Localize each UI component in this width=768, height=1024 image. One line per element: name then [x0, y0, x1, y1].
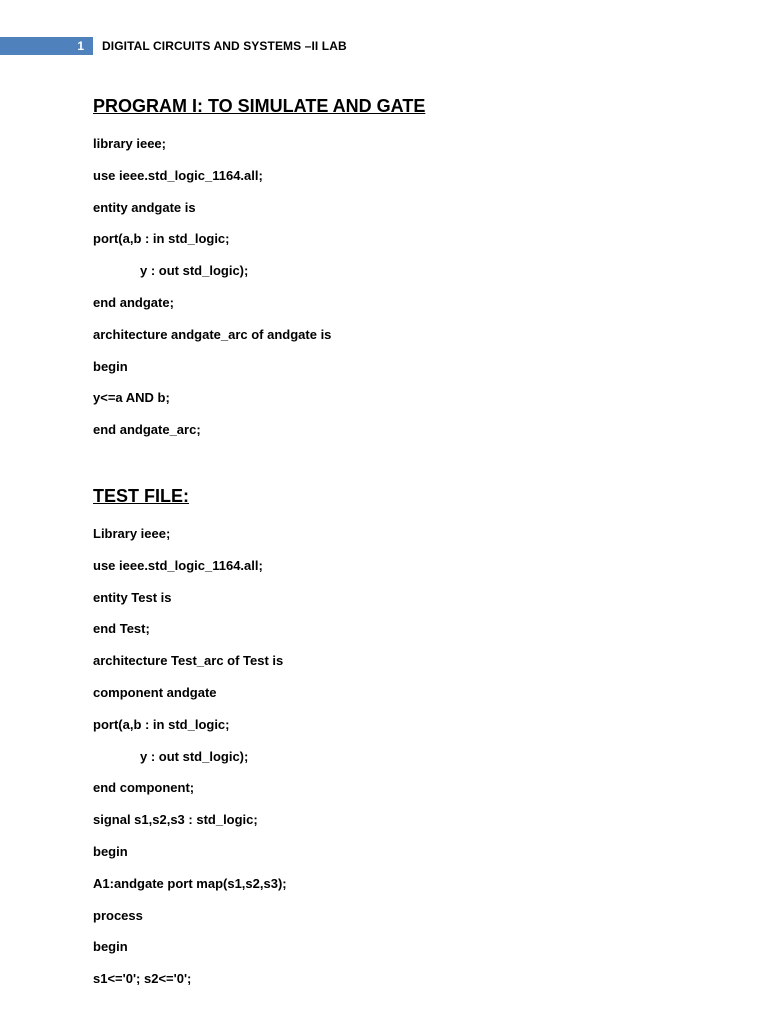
code-line: A1:andgate port map(s1,s2,s3); — [93, 875, 287, 891]
code-line: entity andgate is — [93, 199, 196, 215]
code-line: library ieee; — [93, 136, 166, 151]
code-line: port(a,b : in std_logic; — [93, 716, 230, 732]
code-line: port(a,b : in std_logic; — [93, 231, 230, 247]
code-line: use ieee.std_logic_1164.all; — [93, 557, 263, 573]
code-line: component andgate — [93, 684, 217, 700]
code-line: s1<='0'; s2<='0'; — [93, 971, 192, 987]
section-gap — [93, 446, 733, 480]
header-title: DIGITAL CIRCUITS AND SYSTEMS –II LAB — [102, 39, 347, 53]
code-line: begin — [93, 358, 128, 374]
code-line: end Test; — [93, 621, 150, 637]
test-file-heading: TEST FILE: — [93, 485, 189, 506]
code-line: architecture andgate_arc of andgate is — [93, 326, 332, 342]
code-line: begin — [93, 843, 128, 859]
document-body — [93, 90, 733, 995]
code-line: Library ieee; — [93, 525, 171, 541]
code-line: y : out std_logic); — [140, 748, 249, 764]
program-heading: PROGRAM I: TO SIMULATE AND GATE — [93, 96, 426, 116]
code-line: begin — [93, 939, 128, 955]
code-line: signal s1,s2,s3 : std_logic; — [93, 812, 258, 828]
code-line: end component; — [93, 780, 195, 796]
code-line: end andgate_arc; — [93, 422, 201, 438]
page-number: 1 — [77, 39, 84, 53]
code-line: use ieee.std_logic_1164.all; — [93, 167, 263, 183]
code-line: process — [93, 907, 143, 923]
code-line: entity Test is — [93, 589, 172, 605]
code-line: end andgate; — [93, 294, 174, 310]
code-line: architecture Test_arc of Test is — [93, 653, 284, 669]
code-line: y<=a AND b; — [93, 390, 170, 406]
code-line: y : out std_logic); — [140, 263, 249, 279]
